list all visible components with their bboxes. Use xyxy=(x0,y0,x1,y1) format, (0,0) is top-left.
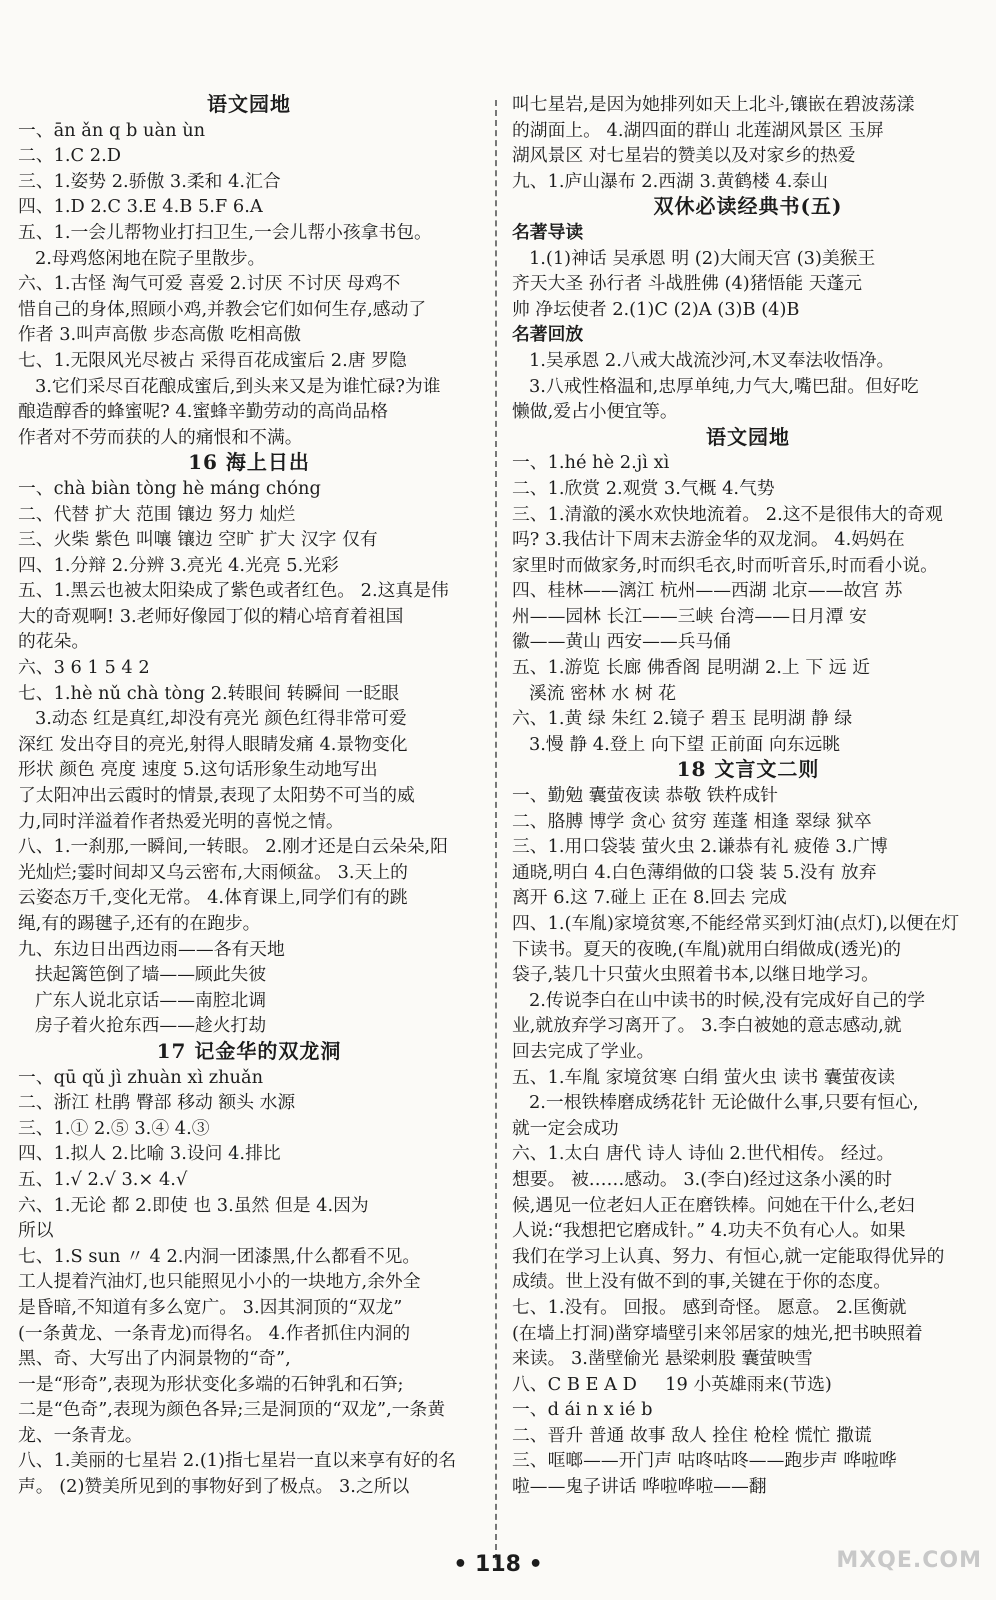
answer-line: 六、1.无论 都 2.即使 也 3.虽然 但是 4.因为 xyxy=(18,1194,369,1216)
answer-line: 九、东边日出西边雨——各有天地 xyxy=(18,938,285,960)
answer-line: 四、1.拟人 2.比喻 3.设问 4.排比 xyxy=(18,1143,281,1165)
subsection-label: 名著导读 xyxy=(512,221,584,243)
answer-line: 八、C B E A D 19 小英雄雨来(节选) xyxy=(512,1373,832,1395)
answer-line: 想要。 被……感动。 3.(李白)经过这条小溪的时 xyxy=(512,1168,892,1190)
answer-line: 人说:“我想把它磨成针。” 4.功夫不负有心人。如果 xyxy=(512,1220,906,1242)
answer-line: 我们在学习上认真、努力、有恒心,就一定能取得优异的 xyxy=(512,1245,945,1267)
answer-line: 徽——黄山 西安——兵马俑 xyxy=(512,631,732,653)
answer-line: 下读书。夏天的夜晚,(车胤)就用白绢做成(透光)的 xyxy=(512,938,902,960)
answer-line: 3.它们采尽百花酿成蜜后,到头来又是为谁忙碌?为谁 xyxy=(18,375,441,397)
answer-line: 六、1.黄 绿 朱红 2.镜子 碧玉 昆明湖 静 绿 xyxy=(512,708,853,730)
section-title: 语文园地 xyxy=(706,424,790,449)
answer-line: 三、1.① 2.⑤ 3.④ 4.③ xyxy=(18,1117,210,1139)
answer-line: 工人提着汽油灯,也只能照见小小的一块地方,余外全 xyxy=(18,1271,421,1293)
section-title: 双休必读经典书(五) xyxy=(653,194,843,219)
answer-line: 六、3 6 1 5 4 2 xyxy=(18,657,150,679)
answer-line: 2.一根铁棒磨成绣花针 无论做什么事,只要有恒心, xyxy=(512,1092,919,1114)
answer-line: 来读。 3.凿壁偷光 悬梁刺股 囊萤映雪 xyxy=(512,1348,813,1370)
answer-line: 一、1.hé hè 2.jì xì xyxy=(512,452,670,474)
answer-line: 一、勤勉 囊萤夜读 恭敬 铁杵成针 xyxy=(512,785,778,807)
answer-line: 一、qū qǔ jì zhuàn xì zhuǎn xyxy=(18,1066,264,1088)
answer-line: 作者对不劳而获的人的痛恨和不满。 xyxy=(18,426,303,448)
answer-line: 光灿烂;霎时间却又乌云密布,大雨倾盆。 3.天上的 xyxy=(18,861,408,883)
answer-line: 的湖面上。 4.湖四面的群山 北莲湖风景区 玉屏 xyxy=(512,119,884,141)
answer-line: 声。 (2)赞美所见到的事物好到了极点。 3.之所以 xyxy=(18,1476,410,1498)
answer-line: 黑、奇、大写出了内洞景物的“奇”, xyxy=(18,1348,291,1370)
answer-line: 二、晋升 普通 故事 敌人 拴住 枪栓 慌忙 撒谎 xyxy=(512,1424,872,1446)
answer-line: 回去完成了学业。 xyxy=(512,1040,655,1062)
answer-line: 绳,有的踢毽子,还有的在跑步。 xyxy=(18,913,261,934)
answer-line: 深红 发出夺目的亮光,射得人眼睛发痛 4.景物变化 xyxy=(18,733,408,755)
answer-line: 二、1.欣赏 2.观赏 3.气概 4.气势 xyxy=(512,477,775,499)
answer-line: 九、1.庐山瀑布 2.西湖 3.黄鹤楼 4.泰山 xyxy=(512,170,828,192)
answer-line: 3.八戒性格温和,忠厚单纯,力气大,嘴巴甜。但好吃 xyxy=(512,375,919,397)
answer-line: 离开 6.这 7.碰上 正在 8.回去 完成 xyxy=(512,887,787,909)
answer-line: 四、1.分辩 2.分辨 3.亮光 4.光亮 5.光彩 xyxy=(18,554,339,576)
answer-line: 三、哐啷——开门声 咕咚咕咚——跑步声 哗啦哗 xyxy=(512,1450,897,1472)
answer-line: 溪流 密林 水 树 花 xyxy=(512,682,677,704)
answer-line: (在墙上打洞)凿穿墙壁引来邻居家的烛光,把书映照着 xyxy=(512,1322,923,1344)
answer-line: 五、1.游览 长廊 佛香阁 昆明湖 2.上 下 远 近 xyxy=(512,657,870,679)
answer-line: 二、代替 扩大 范围 镶边 努力 灿烂 xyxy=(18,503,296,525)
answer-line: 二、浙江 杜鹃 臀部 移动 额头 水源 xyxy=(18,1092,296,1114)
answer-line: 业,就放弃学习离开了。 3.李白被她的意志感动,就 xyxy=(512,1015,902,1037)
answer-line: 六、1.太白 唐代 诗人 诗仙 2.世代相传。 经过。 xyxy=(512,1143,895,1165)
answer-line: 家里时而做家务,时而织毛衣,时而听音乐,时而看小说。 xyxy=(512,554,938,576)
answer-line: 五、1.一会儿帮物业打扫卫生,一会儿帮小孩拿书包。 xyxy=(18,221,432,243)
answer-line: 七、1.无限风光尽被占 采得百花成蜜后 2.唐 罗隐 xyxy=(18,349,407,371)
answer-line: 二是“色奇”,表现为颜色各异;三是洞顶的“双龙”,一条黄 xyxy=(18,1399,446,1421)
answer-line: 五、1.√ 2.√ 3.× 4.√ xyxy=(18,1168,188,1190)
answer-line: 六、1.古怪 淘气可爱 喜爱 2.讨厌 不讨厌 母鸡不 xyxy=(18,273,401,295)
answer-line: 二、1.C 2.D xyxy=(18,145,122,167)
answer-line: 三、火柴 紫色 叫嚷 镶边 空旷 扩大 汉字 仅有 xyxy=(18,529,378,551)
answer-line: 湖风景区 对七星岩的赞美以及对家乡的热爱 xyxy=(512,145,856,167)
answer-line: 齐天大圣 孙行者 斗战胜佛 (4)猪悟能 天蓬元 xyxy=(512,273,863,295)
answer-line: 五、1.车胤 家境贫寒 白绢 萤火虫 读书 囊萤夜读 xyxy=(512,1066,896,1088)
answer-line: 就一定会成功 xyxy=(512,1117,619,1139)
answer-line: 惜自己的身体,照顾小鸡,并教会它们如何生存,感动了 xyxy=(18,298,427,320)
answer-line: 云姿态万千,变化无常。 4.体育课上,同学们有的跳 xyxy=(18,887,408,909)
answer-line: 了太阳冲出云霞时的情景,表现了太阳势不可当的威 xyxy=(18,785,415,807)
answer-line: 州——园林 长江——三峡 台湾——日月潭 安 xyxy=(512,605,867,627)
answer-line: 四、1.D 2.C 3.E 4.B 5.F 6.A xyxy=(18,196,263,218)
answer-line: 形状 颜色 亮度 速度 5.这句话形象生动地写出 xyxy=(18,759,378,781)
page-number: • 118 • xyxy=(453,1552,543,1577)
answer-line: 八、1.美丽的七星岩 2.(1)指七星岩一直以来享有好的名 xyxy=(18,1450,457,1472)
answer-line: 帅 净坛使者 2.(1)C (2)A (3)B (4)B xyxy=(512,298,800,320)
answer-line: 啦——鬼子讲话 哗啦哗啦——翻 xyxy=(512,1476,767,1498)
answer-line: 一、ān ǎn q b uàn ùn xyxy=(18,119,206,141)
answer-line: 扶起篱笆倒了墙——顾此失彼 xyxy=(18,964,267,986)
answer-line: 作者 3.叫声高傲 步态高傲 吃相高傲 xyxy=(18,324,301,346)
answer-line: 1.吴承恩 2.八戒大战流沙河,木叉奉法收悟净。 xyxy=(512,349,895,371)
answer-line: 吗? 3.我估计下周末去游金华的双龙洞。 4.妈妈在 xyxy=(512,529,905,551)
answer-line: 大的奇观啊! 3.老师好像园丁似的精心培育着祖国 xyxy=(18,605,404,627)
answer-line: 龙、一条青龙。 xyxy=(18,1424,143,1446)
answer-line: 3.动态 红是真红,却没有亮光 颜色红得非常可爱 xyxy=(18,708,407,730)
answer-line: 叫七星岩,是因为她排列如天上北斗,镶嵌在碧波荡漾 xyxy=(512,94,915,115)
answer-line: 七、1.没有。 回报。 感到奇怪。 愿意。 2.匡衡就 xyxy=(512,1296,907,1318)
answer-line: 四、桂林——漓江 杭州——西湖 北京——故宫 苏 xyxy=(512,580,903,602)
answer-line: 广东人说北京话——南腔北调 xyxy=(18,989,267,1011)
section-title: 16 海上日出 xyxy=(188,450,310,475)
answer-line: 三、1.用口袋装 萤火虫 2.谦恭有礼 疲倦 3.广博 xyxy=(512,836,888,858)
answer-line: (一条黄龙、一条青龙)而得名。 4.作者抓住内洞的 xyxy=(18,1322,411,1344)
answer-line: 三、1.清澈的溪水欢快地流着。 2.这不是很伟大的奇观 xyxy=(512,503,943,525)
answer-line: 七、1.hè nǔ chà tòng 2.转眼间 转瞬间 一眨眼 xyxy=(18,682,400,704)
answer-line: 懒做,爱占小便宜等。 xyxy=(512,401,678,423)
answer-line: 八、1.一刹那,一瞬间,一转眼。 2.刚才还是白云朵朵,阳 xyxy=(18,836,448,858)
answer-line: 2.传说李白在山中读书的时候,没有完成好自己的学 xyxy=(512,989,925,1011)
answer-line: 通晓,明白 4.白色薄绢做的口袋 装 5.没有 放弃 xyxy=(512,861,877,883)
answer-line: 的花朵。 xyxy=(18,631,90,653)
answer-line: 力,同时洋溢着作者热爱光明的喜悦之情。 xyxy=(18,810,344,832)
answer-line: 一、chà biàn tòng hè máng chóng xyxy=(18,477,321,499)
answer-line: 成绩。世上没有做不到的事,关键在于你的态度。 xyxy=(512,1271,892,1293)
answer-line: 3.慢 静 4.登上 向下望 正前面 向东远眺 xyxy=(512,733,841,755)
answer-line: 三、1.姿势 2.骄傲 3.柔和 4.汇合 xyxy=(18,170,281,192)
answer-line: 房子着火抢东西——趁火打劫 xyxy=(18,1015,267,1037)
answer-line: 五、1.黑云也被太阳染成了紫色或者红色。 2.这真是伟 xyxy=(18,580,449,602)
right-column xyxy=(512,92,984,1500)
section-title: 18 文言文二则 xyxy=(676,757,820,782)
column-divider xyxy=(495,100,497,1560)
answer-line: 候,遇见一位老妇人正在磨铁棒。问她在干什么,老妇 xyxy=(512,1194,915,1216)
section-title: 17 记金华的双龙洞 xyxy=(156,1038,342,1063)
subsection-label: 名著回放 xyxy=(512,324,584,346)
watermark: MXQE.COM xyxy=(836,1548,982,1573)
answer-line: 酿造醇香的蜂蜜呢? 4.蜜蜂辛勤劳动的高尚品格 xyxy=(18,401,388,423)
answer-line: 一是“形奇”,表现为形状变化多端的石钟乳和石笋; xyxy=(18,1373,404,1395)
section-title: 语文园地 xyxy=(207,92,291,116)
answer-line: 二、胳膊 博学 贪心 贫穷 莲蓬 相逢 翠绿 狱卒 xyxy=(512,810,872,832)
answer-line: 1.(1)神话 吴承恩 明 (2)大闹天宫 (3)美猴王 xyxy=(512,247,876,269)
answer-line: 一、d ái n x ié b xyxy=(512,1399,653,1421)
answer-line: 四、1.(车胤)家境贫寒,不能经常买到灯油(点灯),以便在灯 xyxy=(512,913,960,934)
answer-line: 七、1.S sun 〃 4 2.内洞一团漆黑,什么都看不见。 xyxy=(18,1245,421,1267)
answer-line: 2.母鸡悠闲地在院子里散步。 xyxy=(18,247,266,269)
answer-line: 袋子,装几十只萤火虫照着书本,以继日地学习。 xyxy=(512,964,879,986)
answer-line: 是昏暗,不知道有多么宽广。 3.因其洞顶的“双龙” xyxy=(18,1296,403,1318)
answer-line: 所以 xyxy=(18,1220,54,1242)
left-column xyxy=(18,92,480,1500)
